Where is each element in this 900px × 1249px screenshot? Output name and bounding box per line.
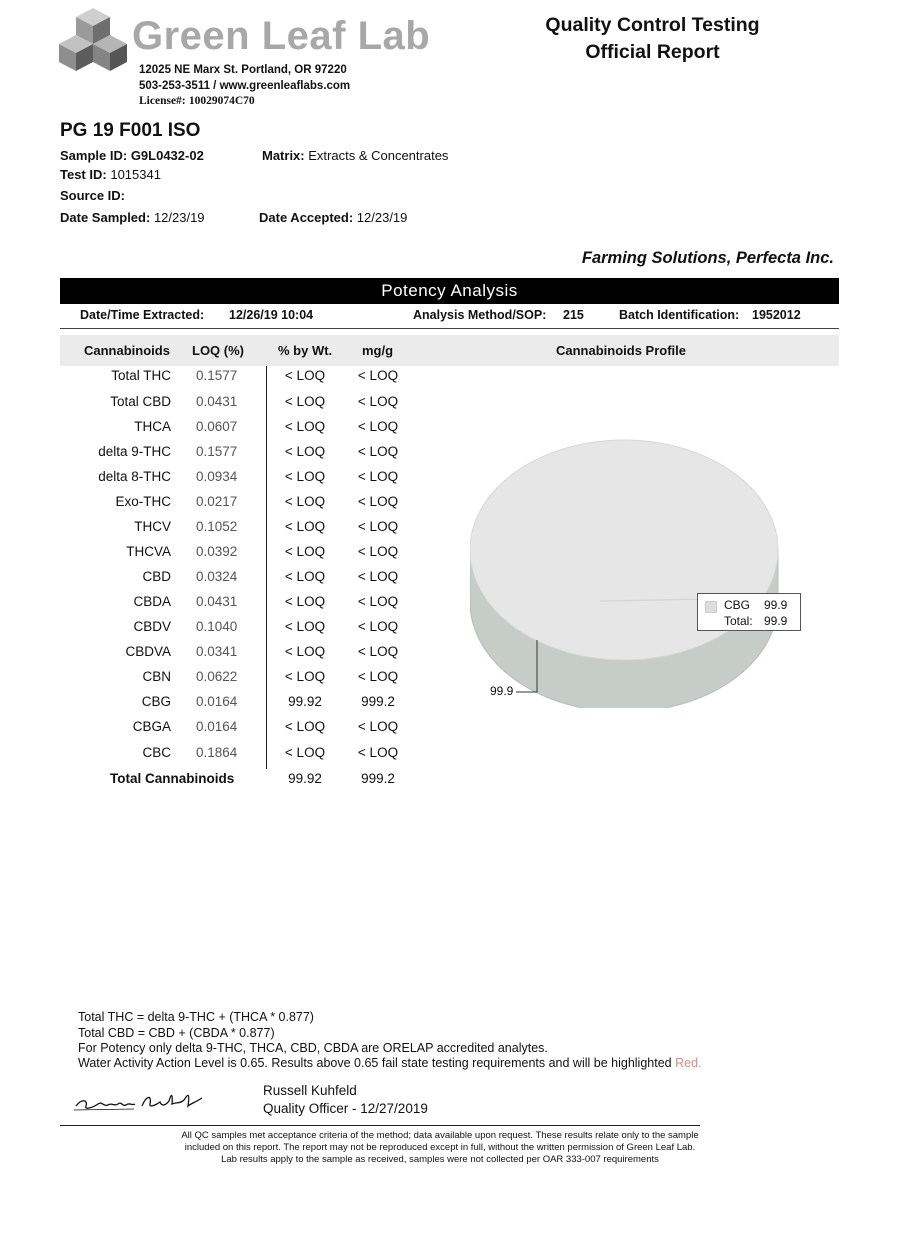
table-row	[0, 644, 420, 668]
row-mg: < LOQ	[357, 444, 399, 459]
row-pct: < LOQ	[284, 644, 326, 659]
row-pct: < LOQ	[284, 368, 326, 383]
legend-swatch	[705, 601, 717, 613]
row-loq: 0.0341	[196, 644, 238, 659]
pie-legend	[697, 593, 801, 631]
table-row	[0, 719, 420, 743]
matrix-value: Extracts & Concentrates	[308, 148, 449, 163]
row-mg: < LOQ	[357, 519, 399, 534]
row-name: THCVA	[126, 544, 171, 559]
signer-title-date: Quality Officer - 12/27/2019	[263, 1101, 428, 1116]
row-pct: < LOQ	[284, 544, 326, 559]
batch-label: Batch Identification:	[619, 308, 740, 322]
row-pct: 99.92	[288, 694, 322, 709]
row-loq: 0.0607	[196, 419, 238, 434]
row-pct: < LOQ	[284, 569, 326, 584]
table-row	[0, 494, 420, 518]
row-name: CBGA	[132, 719, 171, 734]
footnote-total-cbd: Total CBD = CBD + (CBDA * 0.877)	[78, 1026, 275, 1040]
row-mg: < LOQ	[357, 544, 399, 559]
row-name: Total CBD	[110, 394, 171, 409]
row-name: delta 8-THC	[98, 469, 171, 484]
row-mg: < LOQ	[357, 669, 399, 684]
client-name: Farming Solutions, Perfecta Inc.	[581, 249, 834, 267]
row-name: CBG	[141, 694, 171, 709]
row-loq: 0.0431	[196, 394, 238, 409]
row-mg: < LOQ	[357, 719, 399, 734]
table-row	[0, 694, 420, 718]
table-row	[0, 669, 420, 693]
test-id-label: Test ID:	[60, 167, 107, 182]
date-sampled-value: 12/23/19	[153, 210, 205, 225]
license-label: License#:	[139, 95, 186, 107]
extracted-value: 12/26/19 10:04	[229, 308, 314, 322]
test-id	[60, 167, 161, 182]
logo-cubes-icon	[58, 6, 128, 78]
row-loq: 0.1577	[196, 368, 238, 383]
row-loq: 0.1864	[196, 745, 238, 760]
row-name: THCV	[134, 519, 171, 534]
pie-slice-label: 99.9	[490, 684, 514, 698]
row-loq: 0.0622	[196, 669, 238, 684]
row-mg: < LOQ	[357, 494, 399, 509]
row-name: CBC	[142, 745, 171, 760]
table-row	[0, 394, 420, 418]
footnote-water-activity	[78, 1056, 702, 1070]
lab-license	[139, 95, 255, 107]
report-title-line2: Official Report	[585, 41, 720, 63]
product-name: PG 19 F001 ISO	[60, 120, 201, 141]
table-row	[0, 444, 420, 468]
test-id-value: 1015341	[110, 167, 161, 182]
date-accepted-label: Date Accepted:	[259, 210, 354, 225]
row-name: CBN	[142, 669, 171, 684]
total-label: Total Cannabinoids	[110, 771, 235, 786]
batch-value: 1952012	[752, 308, 801, 322]
row-pct: < LOQ	[284, 745, 326, 760]
header-mg: mg/g	[362, 343, 394, 358]
table-row	[0, 368, 420, 392]
row-loq: 0.0934	[196, 469, 238, 484]
method-label: Analysis Method/SOP:	[413, 308, 547, 322]
row-mg: < LOQ	[357, 469, 399, 484]
table-row	[0, 745, 420, 769]
footnote-total-thc: Total THC = delta 9-THC + (THCA * 0.877)	[78, 1010, 314, 1024]
row-pct: < LOQ	[284, 594, 326, 609]
license-number: 10029074C70	[188, 95, 255, 107]
signature-image	[72, 1086, 212, 1116]
date-accepted	[259, 210, 407, 225]
row-pct: < LOQ	[284, 619, 326, 634]
sample-id-value: G9L0432-02	[130, 148, 204, 163]
header-profile: Cannabinoids Profile	[556, 343, 687, 358]
row-mg: < LOQ	[357, 569, 399, 584]
lab-address: 12025 NE Marx St. Portland, OR 97220	[139, 64, 347, 76]
row-pct: < LOQ	[284, 444, 326, 459]
matrix	[262, 148, 448, 163]
row-name: CBDVA	[125, 644, 171, 659]
sample-id	[60, 148, 204, 163]
row-loq: 0.1040	[196, 619, 238, 634]
row-mg: < LOQ	[357, 368, 399, 383]
disclaimer-line2: included on this report. The report may not be reproduced except in full, without the written permission of Green Leaf Lab.	[184, 1142, 696, 1153]
row-mg: < LOQ	[357, 419, 399, 434]
extracted-label: Date/Time Extracted:	[80, 308, 205, 322]
row-name: THCA	[134, 419, 171, 434]
row-pct: < LOQ	[284, 394, 326, 409]
total-pct: 99.92	[288, 771, 322, 786]
lab-contact: 503-253-3511 / www.greenleaflabs.com	[139, 80, 351, 92]
table-row	[0, 519, 420, 543]
row-loq: 0.0217	[196, 494, 238, 509]
row-pct: < LOQ	[284, 669, 326, 684]
row-pct: < LOQ	[284, 719, 326, 734]
footer-divider	[60, 1125, 700, 1126]
row-loq: 0.0324	[196, 569, 238, 584]
row-mg: < LOQ	[357, 644, 399, 659]
row-name: CBD	[142, 569, 171, 584]
legend-cbg-value: 99.9	[764, 598, 788, 612]
meta-divider	[60, 328, 839, 329]
row-pct: < LOQ	[284, 519, 326, 534]
source-id-label: Source ID:	[60, 188, 126, 203]
row-loq: 0.0392	[196, 544, 238, 559]
table-header-band	[60, 335, 839, 366]
row-loq: 0.0164	[196, 694, 238, 709]
table-row	[0, 594, 420, 618]
disclaimer-line1: All QC samples met acceptance criteria of the method; data available upon request. These results relate only to the sample	[181, 1130, 699, 1141]
sample-id-label: Sample ID:	[60, 148, 128, 163]
date-sampled	[60, 210, 205, 225]
row-mg: < LOQ	[357, 394, 399, 409]
row-name: delta 9-THC	[98, 444, 171, 459]
row-pct: < LOQ	[284, 469, 326, 484]
row-pct: < LOQ	[284, 494, 326, 509]
header-loq: LOQ (%)	[192, 343, 244, 358]
header-pct: % by Wt.	[278, 343, 333, 358]
table-row	[0, 569, 420, 593]
row-name: Exo-THC	[115, 494, 171, 509]
matrix-label: Matrix:	[262, 148, 305, 163]
row-mg: 999.2	[361, 694, 395, 709]
row-name: Total THC	[111, 368, 171, 383]
date-sampled-label: Date Sampled:	[60, 210, 151, 225]
footnote-water-activity-text: Water Activity Action Level is 0.65. Results above 0.65 fail state testing requirements and will be highlighted	[78, 1056, 672, 1070]
potency-section-title: Potency Analysis	[60, 278, 839, 304]
row-loq: 0.0164	[196, 719, 238, 734]
legend-total-label: Total:	[724, 614, 753, 628]
row-mg: < LOQ	[357, 745, 399, 760]
signer-name: Russell Kuhfeld	[263, 1083, 357, 1098]
source-id	[60, 188, 125, 203]
row-name: CBDA	[133, 594, 171, 609]
footnote-red-word: Red.	[675, 1056, 702, 1070]
total-mg: 999.2	[361, 771, 395, 786]
report-title-line1: Quality Control Testing	[545, 14, 760, 36]
table-row	[0, 419, 420, 443]
table-row	[0, 619, 420, 643]
row-loq: 0.0431	[196, 594, 238, 609]
disclaimer-line3: Lab results apply to the sample as received, samples were not collected per OAR 333-007 requirements	[221, 1154, 659, 1165]
footnote-orelap: For Potency only delta 9-THC, THCA, CBD, CBDA are ORELAP accredited analytes.	[78, 1041, 548, 1055]
table-row	[0, 544, 420, 568]
date-accepted-value: 12/23/19	[356, 210, 408, 225]
table-row	[0, 469, 420, 493]
total-row	[0, 771, 420, 795]
legend-total-value: 99.9	[764, 614, 788, 628]
row-loq: 0.1577	[196, 444, 238, 459]
report-title	[520, 12, 785, 66]
method-value: 215	[563, 308, 584, 322]
brand-name: Green Leaf Lab	[132, 14, 431, 58]
row-pct: < LOQ	[284, 419, 326, 434]
row-loq: 0.1052	[196, 519, 238, 534]
legend-cbg-label: CBG	[724, 598, 751, 612]
row-mg: < LOQ	[357, 619, 399, 634]
header-cannabinoids: Cannabinoids	[84, 343, 170, 358]
row-mg: < LOQ	[357, 594, 399, 609]
row-name: CBDV	[133, 619, 171, 634]
